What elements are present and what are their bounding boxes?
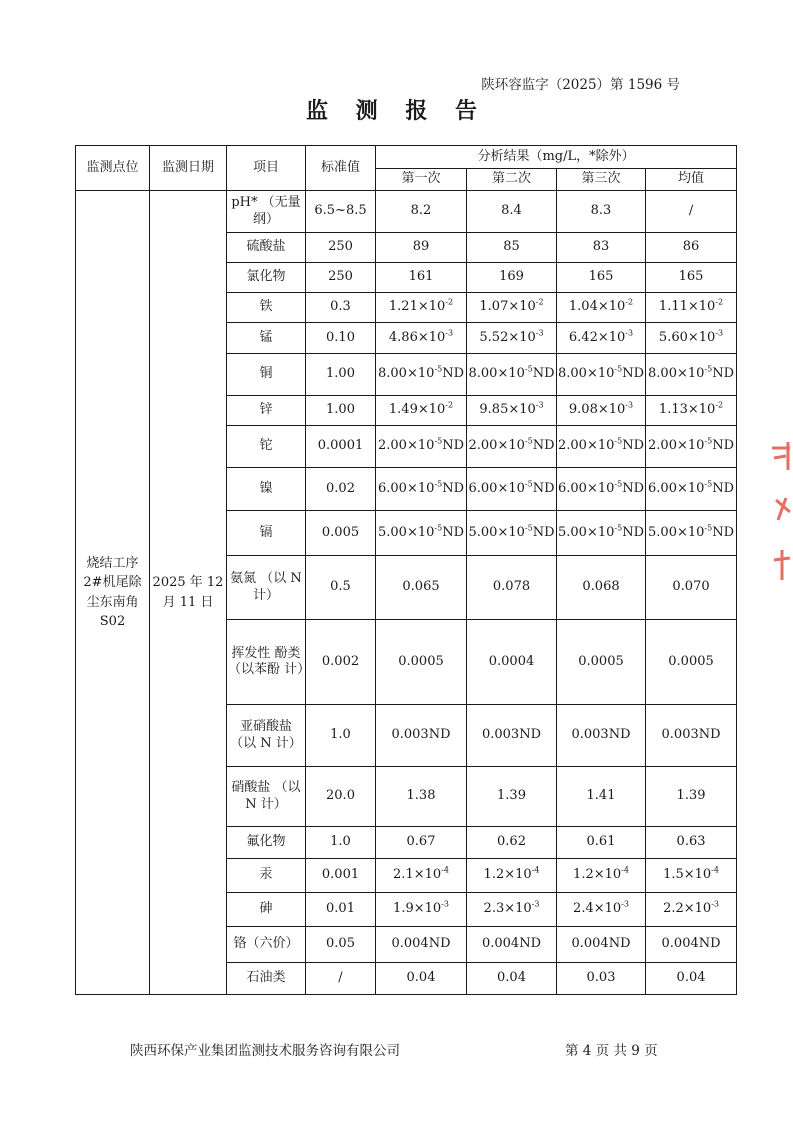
standard-cell: 250	[306, 263, 376, 293]
average-cell: $8.00\times 10^{-5}ND$	[646, 354, 737, 396]
report-title: 监 测 报 告	[306, 98, 487, 124]
standard-cell: /	[306, 963, 376, 995]
item-cell: 挥发性 酚类 （以苯酚 计）	[227, 620, 306, 705]
third-result-cell: $6.42\times 10^{-3}$	[557, 323, 646, 354]
second-result-cell: $9.85\times 10^{-3}$	[467, 396, 557, 426]
standard-cell: 20.0	[306, 767, 376, 827]
first-result-cell: $2.00\times 10^{-5}ND$	[376, 426, 467, 468]
third-result-cell: 0.003ND	[557, 705, 646, 767]
second-result-cell: 1.39	[467, 767, 557, 827]
monitoring-point-cell: 烧结工序 2#机尾除 尘东南角 S02	[76, 191, 150, 995]
second-result-cell: $8.00\times 10^{-5}ND$	[467, 354, 557, 396]
average-cell: 0.63	[646, 827, 737, 859]
standard-cell: 0.005	[306, 511, 376, 556]
second-result-cell: 0.04	[467, 963, 557, 995]
header-first: 第一次	[376, 169, 467, 191]
average-cell: 0.004ND	[646, 927, 737, 963]
item-cell: 氨氮 （以 N 计）	[227, 556, 306, 620]
item-cell: 铁	[227, 293, 306, 323]
average-cell: $2.2\times 10^{-3}$	[646, 893, 737, 927]
second-result-cell: $5.00\times 10^{-5}ND$	[467, 511, 557, 556]
header-item: 项目	[227, 146, 306, 191]
average-cell: 0.003ND	[646, 705, 737, 767]
average-cell: $6.00\times 10^{-5}ND$	[646, 468, 737, 511]
document-number: 陕环容监字（2025）第 1596 号	[481, 77, 680, 93]
item-cell: 汞	[227, 859, 306, 893]
average-cell: 0.0005	[646, 620, 737, 705]
first-result-cell: 0.04	[376, 963, 467, 995]
first-result-cell: $1.21\times 10^{-2}$	[376, 293, 467, 323]
standard-cell: 0.02	[306, 468, 376, 511]
standard-cell: 6.5~8.5	[306, 191, 376, 233]
standard-cell: 1.0	[306, 705, 376, 767]
item-cell: 锰	[227, 323, 306, 354]
second-result-cell: 0.004ND	[467, 927, 557, 963]
second-result-cell: 0.078	[467, 556, 557, 620]
standard-cell: 0.0001	[306, 426, 376, 468]
first-result-cell: $2.1\times 10^{-4}$	[376, 859, 467, 893]
first-result-cell: 1.38	[376, 767, 467, 827]
header-monitoring-date: 监测日期	[150, 146, 227, 191]
first-result-cell: 0.003ND	[376, 705, 467, 767]
second-result-cell: $5.52\times 10^{-3}$	[467, 323, 557, 354]
monitoring-date-cell: 2025 年 12 月 11 日	[150, 191, 227, 995]
item-cell: 砷	[227, 893, 306, 927]
first-result-cell: 0.004ND	[376, 927, 467, 963]
third-result-cell: 0.03	[557, 963, 646, 995]
average-cell: $1.5\times 10^{-4}$	[646, 859, 737, 893]
third-result-cell: 83	[557, 233, 646, 263]
first-result-cell: 0.67	[376, 827, 467, 859]
standard-cell: 0.001	[306, 859, 376, 893]
item-cell: 硫酸盐	[227, 233, 306, 263]
second-result-cell: 8.4	[467, 191, 557, 233]
third-result-cell: $5.00\times 10^{-5}ND$	[557, 511, 646, 556]
second-result-cell: 0.003ND	[467, 705, 557, 767]
average-cell: $5.00\times 10^{-5}ND$	[646, 511, 737, 556]
third-result-cell: $1.04\times 10^{-2}$	[557, 293, 646, 323]
average-cell: $2.00\times 10^{-5}ND$	[646, 426, 737, 468]
standard-cell: 1.00	[306, 396, 376, 426]
second-result-cell: $1.2\times 10^{-4}$	[467, 859, 557, 893]
third-result-cell: $6.00\times 10^{-5}ND$	[557, 468, 646, 511]
third-result-cell: 1.41	[557, 767, 646, 827]
third-result-cell: $8.00\times 10^{-5}ND$	[557, 354, 646, 396]
average-cell: $5.60\times 10^{-3}$	[646, 323, 737, 354]
average-cell: 165	[646, 263, 737, 293]
third-result-cell: 165	[557, 263, 646, 293]
standard-cell: 1.00	[306, 354, 376, 396]
average-cell: /	[646, 191, 737, 233]
second-result-cell: 169	[467, 263, 557, 293]
first-result-cell: $8.00\times 10^{-5}ND$	[376, 354, 467, 396]
footer-page-number: 第 4 页 共 9 页	[565, 1043, 658, 1059]
second-result-cell: $6.00\times 10^{-5}ND$	[467, 468, 557, 511]
item-cell: 铊	[227, 426, 306, 468]
table-row	[76, 191, 737, 233]
third-result-cell: $2.4\times 10^{-3}$	[557, 893, 646, 927]
second-result-cell: $2.00\times 10^{-5}ND$	[467, 426, 557, 468]
standard-cell: 0.3	[306, 293, 376, 323]
standard-cell: 0.01	[306, 893, 376, 927]
item-cell: 氟化物	[227, 827, 306, 859]
standard-cell: 1.0	[306, 827, 376, 859]
first-result-cell: 0.065	[376, 556, 467, 620]
first-result-cell: $4.86\times 10^{-3}$	[376, 323, 467, 354]
first-result-cell: 8.2	[376, 191, 467, 233]
third-result-cell: 0.004ND	[557, 927, 646, 963]
first-result-cell: $5.00\times 10^{-5}ND$	[376, 511, 467, 556]
header-standard: 标准值	[306, 146, 376, 191]
header-monitoring-point: 监测点位	[76, 146, 150, 191]
item-cell: 镉	[227, 511, 306, 556]
monitoring-table	[75, 145, 737, 995]
first-result-cell: $6.00\times 10^{-5}ND$	[376, 468, 467, 511]
item-cell: 亚硝酸盐 （以 N 计）	[227, 705, 306, 767]
average-cell: 86	[646, 233, 737, 263]
second-result-cell: $1.07\times 10^{-2}$	[467, 293, 557, 323]
third-result-cell: 0.068	[557, 556, 646, 620]
header-third: 第三次	[557, 169, 646, 191]
third-result-cell: 0.0005	[557, 620, 646, 705]
table-body	[76, 191, 737, 995]
third-result-cell: $2.00\times 10^{-5}ND$	[557, 426, 646, 468]
average-cell: 1.39	[646, 767, 737, 827]
footer-company: 陕西环保产业集团监测技术服务咨询有限公司	[130, 1043, 400, 1059]
third-result-cell: $1.2\times 10^{-4}$	[557, 859, 646, 893]
item-cell: 氯化物	[227, 263, 306, 293]
first-result-cell: 0.0005	[376, 620, 467, 705]
header-analysis-results: 分析结果（mg/L，*除外）	[376, 146, 737, 169]
item-cell: 石油类	[227, 963, 306, 995]
second-result-cell: $2.3\times 10^{-3}$	[467, 893, 557, 927]
item-cell: 镍	[227, 468, 306, 511]
item-cell: pH* （无量纲）	[227, 191, 306, 233]
average-cell: $1.11\times 10^{-2}$	[646, 293, 737, 323]
seal-stroke	[772, 442, 790, 580]
second-result-cell: 0.62	[467, 827, 557, 859]
first-result-cell: 89	[376, 233, 467, 263]
second-result-cell: 0.0004	[467, 620, 557, 705]
third-result-cell: 8.3	[557, 191, 646, 233]
standard-cell: 0.10	[306, 323, 376, 354]
standard-cell: 0.05	[306, 927, 376, 963]
header-average: 均值	[646, 169, 737, 191]
third-result-cell: 0.61	[557, 827, 646, 859]
standard-cell: 250	[306, 233, 376, 263]
item-cell: 铜	[227, 354, 306, 396]
third-result-cell: $9.08\times 10^{-3}$	[557, 396, 646, 426]
first-result-cell: $1.9\times 10^{-3}$	[376, 893, 467, 927]
header-second: 第二次	[467, 169, 557, 191]
item-cell: 铬（六价）	[227, 927, 306, 963]
item-cell: 硝酸盐 （以 N 计）	[227, 767, 306, 827]
item-cell: 锌	[227, 396, 306, 426]
average-cell: 0.04	[646, 963, 737, 995]
first-result-cell: $1.49\times 10^{-2}$	[376, 396, 467, 426]
second-result-cell: 85	[467, 233, 557, 263]
seal-stamp-fragment	[768, 440, 793, 590]
standard-cell: 0.5	[306, 556, 376, 620]
standard-cell: 0.002	[306, 620, 376, 705]
average-cell: $1.13\times 10^{-2}$	[646, 396, 737, 426]
first-result-cell: 161	[376, 263, 467, 293]
average-cell: 0.070	[646, 556, 737, 620]
